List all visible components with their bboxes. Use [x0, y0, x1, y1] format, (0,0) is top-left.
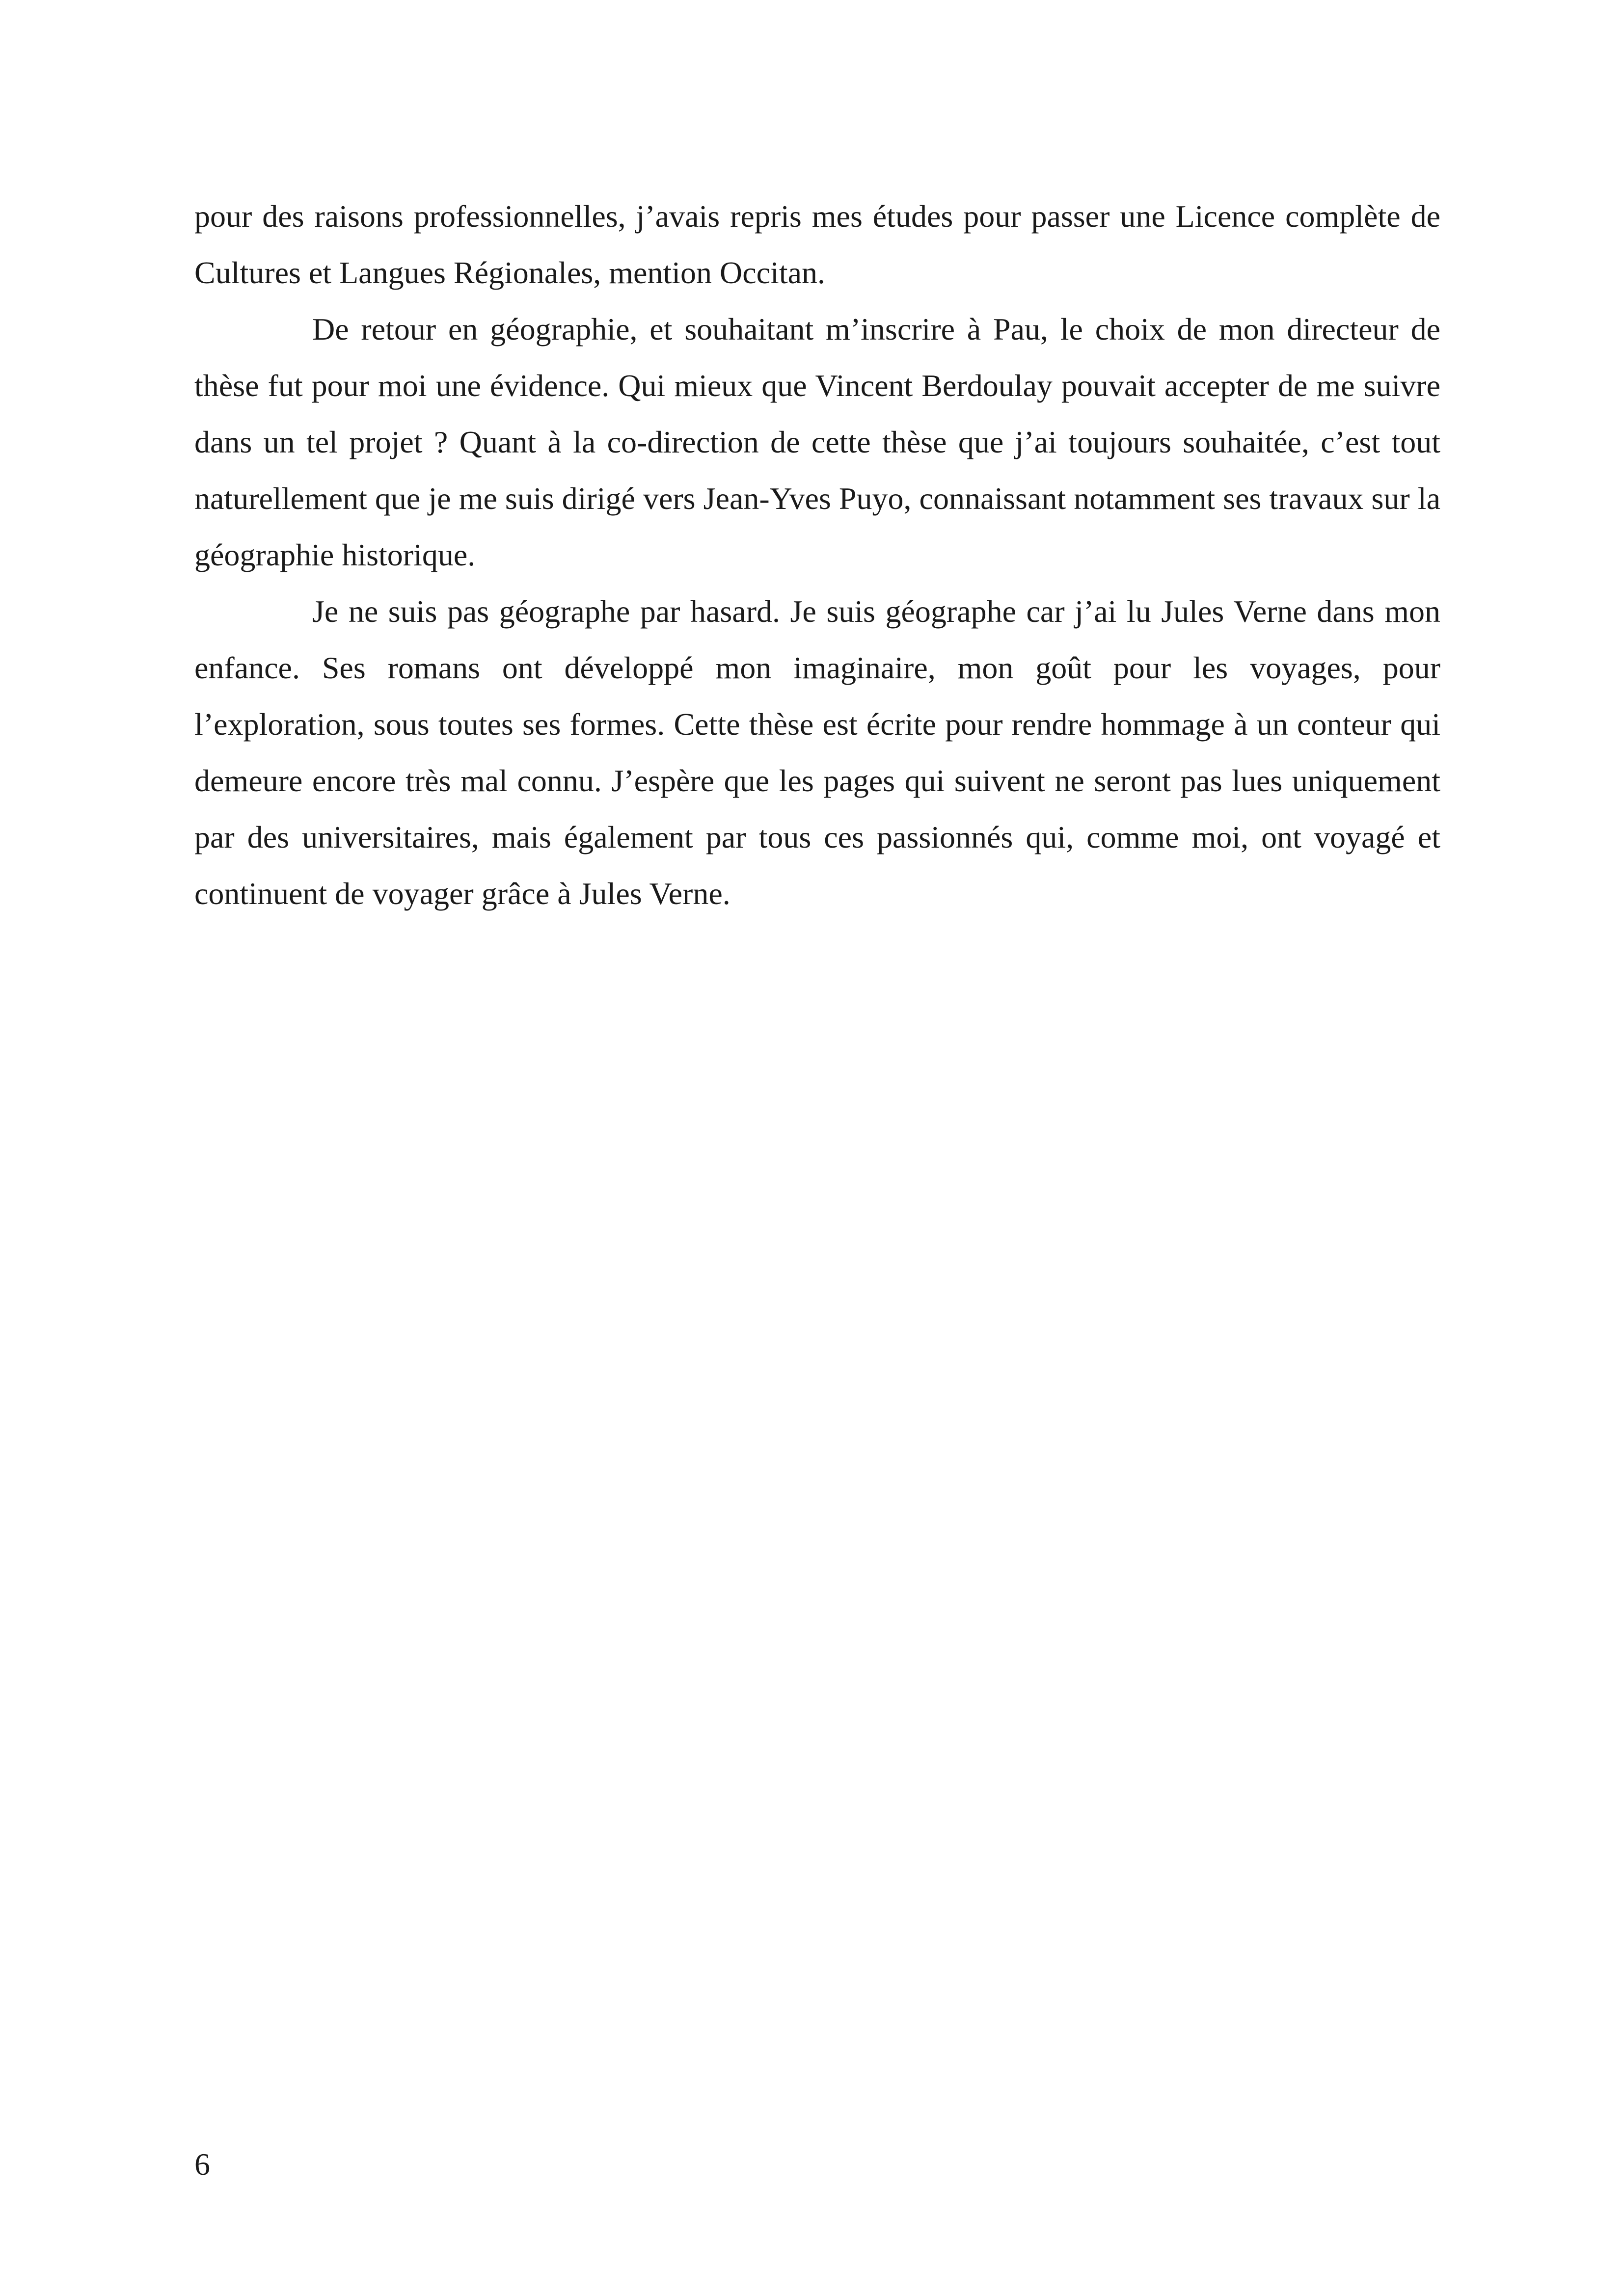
paragraph-jules-verne: Je ne suis pas géographe par hasard. Je suis géographe car j’ai lu Jules Verne dans mon enfance. Ses romans ont développé mon imaginaire, mon goût pour les voyages, pour l’exploration, sous toutes ses formes. Cette thèse est écrite pour rendre hommage à un conteur qui demeure encore très mal connu. J’espère que les pages qui suivent ne seront pas lues uniquement par des universitaires, mais également par tous ces passionnés qui, comme moi, ont voyagé et continuent de voyager grâce à Jules Verne. [194, 594, 1440, 911]
paragraph-continuation: pour des raisons professionnelles, j’avais repris mes études pour passer une Licence complète de Cultures et Langues Régionales, mention Occitan. [194, 199, 1440, 290]
page-number: 6 [194, 2147, 210, 2182]
paragraph-thesis-direction: De retour en géographie, et souhaitant m’inscrire à Pau, le choix de mon directeur de thèse fut pour moi une évidence. Qui mieux que Vincent Berdoulay pouvait accepter de me suivre dans un tel projet ? Quant à la co-direction de cette thèse que j’ai toujours souhaitée, c’est tout naturellement que je me suis dirigé vers Jean-Yves Puyo, connaissant notamment ses travaux sur la géographie historique. [194, 312, 1440, 572]
body-text [194, 188, 1440, 922]
